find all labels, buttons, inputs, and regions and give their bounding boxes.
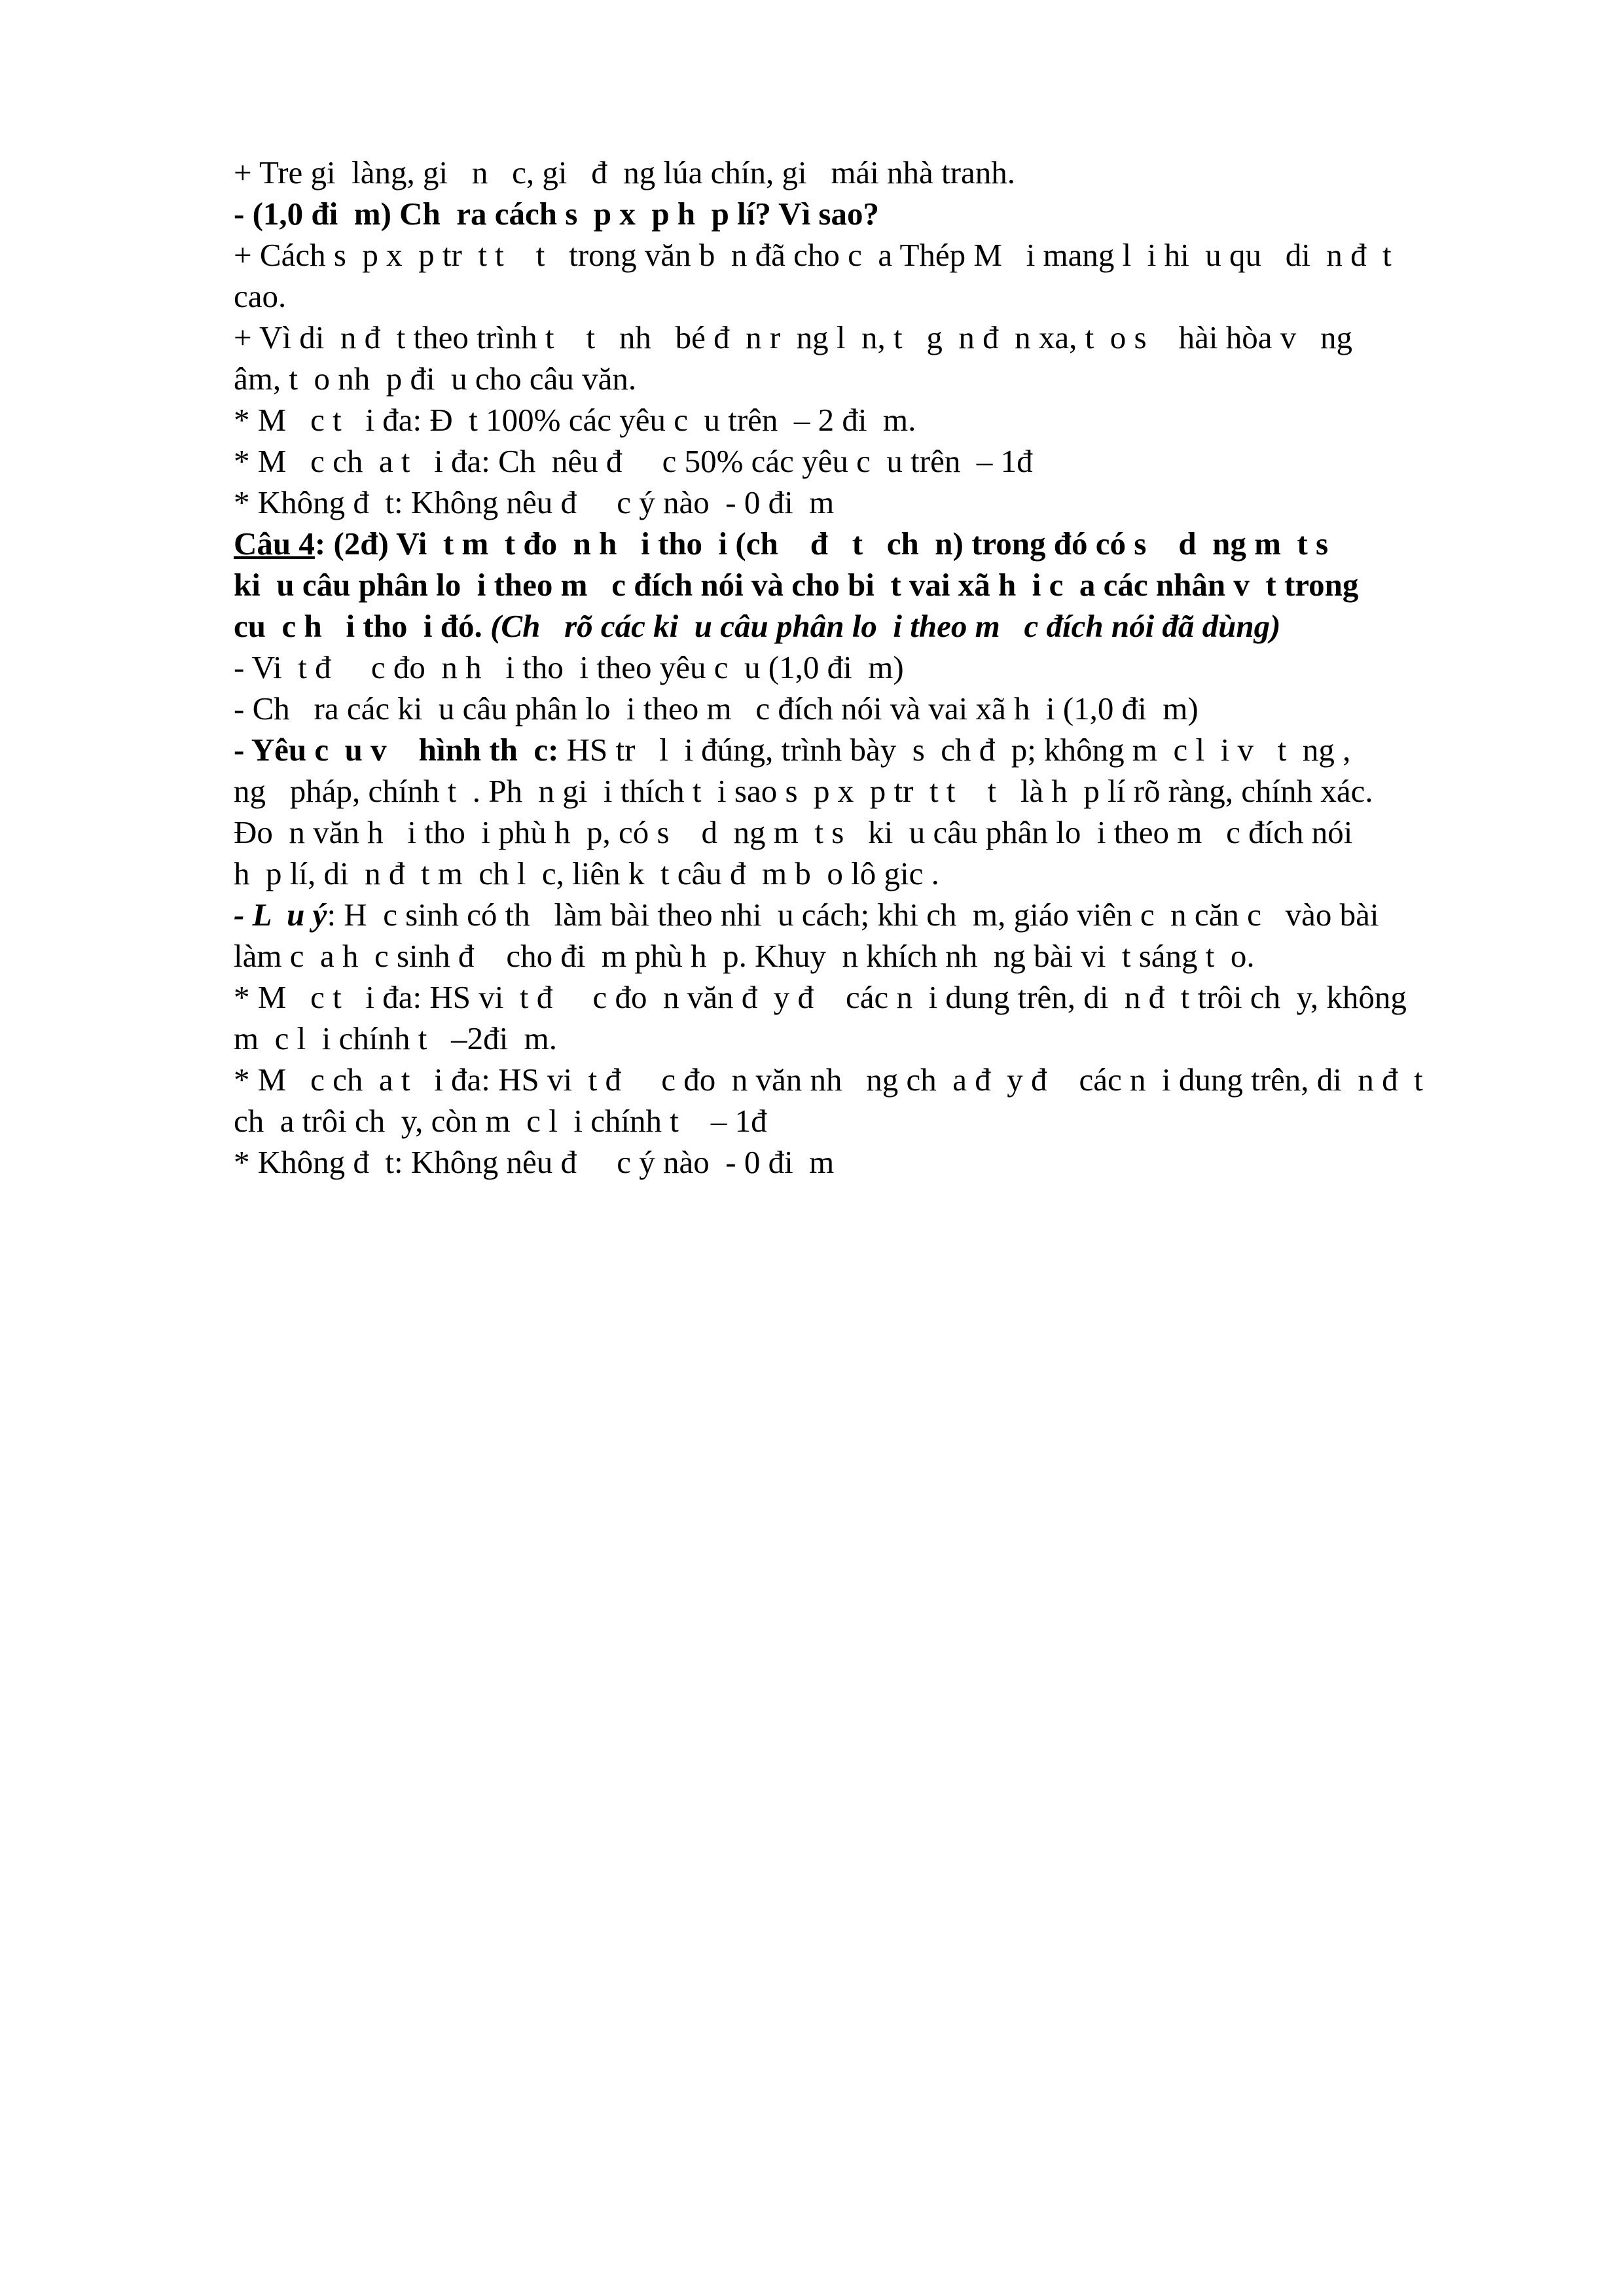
text-segment: * M c t i đa: HS vi t đ c đo n văn đ y đ các n i dung trên, di n đ t trôi ch y, không	[234, 979, 1407, 1015]
text-segment: : H c sinh có th làm bài theo nhi u cách; khi ch m, giáo viên c n căn c vào bài	[327, 897, 1379, 933]
text-segment: h p lí, di n đ t m ch l c, liên k t câu đ m b o lô gic .	[234, 855, 939, 891]
text-segment: - Vi t đ c đo n h i tho i theo yêu c u (1,0 đi m)	[234, 649, 904, 685]
text-segment: * Không đ t: Không nêu đ c ý nào - 0 đi m	[234, 484, 835, 520]
text-segment: ki u câu phân lo i theo m c đích nói và cho bi t vai xã h i c a các nhân v t trong	[234, 567, 1359, 603]
text-line	[234, 688, 1520, 729]
text-segment: + Vì di n đ t theo trình t t nh bé đ n r ng l n, t g n đ n xa, t o s hài hòa v ng	[234, 319, 1352, 355]
text-line	[234, 276, 1520, 317]
text-line	[234, 234, 1520, 276]
text-segment: - L u ý	[234, 897, 327, 933]
text-line	[234, 770, 1520, 812]
text-line	[234, 440, 1520, 482]
text-segment: : (2đ) Vi t m t đo n h i tho i (ch đ t ch n) trong đó có s d ng m t s	[314, 526, 1329, 562]
text-line	[234, 605, 1520, 647]
text-segment: * Không đ t: Không nêu đ c ý nào - 0 đi m	[234, 1144, 835, 1180]
text-segment: (Ch rõ các ki u câu phân lo i theo m c đích nói đã dùng)	[490, 608, 1281, 644]
text-segment: - Ch ra các ki u câu phân lo i theo m c đích nói và vai xã h i (1,0 đi m)	[234, 691, 1199, 726]
text-line	[234, 812, 1520, 853]
text-segment: cu c h i tho i đó.	[234, 608, 491, 644]
text-line	[234, 1018, 1520, 1059]
text-line	[234, 647, 1520, 688]
text-line	[234, 935, 1520, 977]
text-line	[234, 358, 1520, 399]
text-segment: Câu 4	[234, 526, 315, 562]
text-line	[234, 482, 1520, 523]
text-segment: ch a trôi ch y, còn m c l i chính t – 1đ	[234, 1103, 767, 1139]
text-line	[234, 152, 1520, 193]
text-segment: âm, t o nh p đi u cho câu văn.	[234, 361, 637, 397]
text-line	[234, 894, 1520, 935]
text-line	[234, 193, 1520, 234]
text-segment: + Tre gi làng, gi n c, gi đ ng lúa chín, gi mái nhà tranh.	[234, 154, 1015, 190]
text-line	[234, 977, 1520, 1018]
text-segment: m c l i chính t –2đi m.	[234, 1020, 558, 1056]
text-segment: - (1,0 đi m) Ch ra cách s p x p h p lí? Vì sao?	[234, 196, 880, 232]
text-segment: cao.	[234, 278, 287, 314]
text-segment: * M c t i đa: Đ t 100% các yêu c u trên – 2 đi m.	[234, 402, 916, 438]
text-segment: làm c a h c sinh đ cho đi m phù h p. Khuy n khích nh ng bài vi t sáng t o.	[234, 938, 1255, 974]
text-line	[234, 853, 1520, 894]
text-line	[234, 729, 1520, 770]
text-line	[234, 399, 1520, 440]
text-line	[234, 523, 1520, 564]
text-line	[234, 1141, 1520, 1183]
text-segment: - Yêu c u v hình th c:	[234, 732, 567, 768]
text-segment: HS tr l i đúng, trình bày s ch đ p; không m c l i v t ng ,	[566, 732, 1351, 768]
text-line	[234, 1100, 1520, 1141]
text-segment: ng pháp, chính t . Ph n gi i thích t i sao s p x p tr t t t là h p lí rõ ràng, chính xác.	[234, 773, 1373, 809]
text-segment: Đo n văn h i tho i phù h p, có s d ng m t s ki u câu phân lo i theo m c đích nói	[234, 814, 1353, 850]
text-line	[234, 564, 1520, 605]
document-body	[234, 152, 1520, 1183]
text-line	[234, 1059, 1520, 1100]
text-segment: * M c ch a t i đa: Ch nêu đ c 50% các yêu c u trên – 1đ	[234, 443, 1033, 479]
text-segment: + Cách s p x p tr t t t trong văn b n đã cho c a Thép M i mang l i hi u qu di n đ t	[234, 237, 1392, 273]
text-line	[234, 317, 1520, 358]
text-segment: * M c ch a t i đa: HS vi t đ c đo n văn nh ng ch a đ y đ các n i dung trên, di n đ t	[234, 1062, 1423, 1098]
